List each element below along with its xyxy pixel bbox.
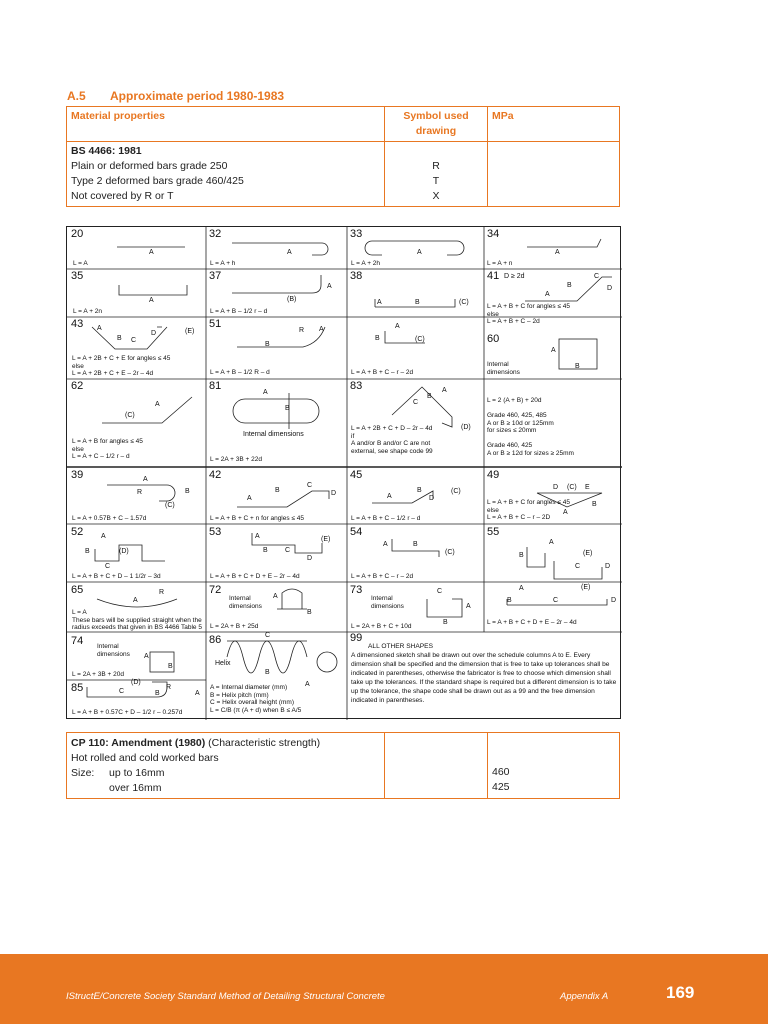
dim-label: (D) — [119, 548, 129, 555]
shape-code: 41 — [487, 270, 500, 282]
dim-label: A — [555, 249, 560, 256]
dim-label: A — [155, 401, 160, 408]
dim-label: A — [143, 476, 148, 483]
dim-label: (C) — [567, 484, 577, 491]
shape-formula: L = A — [73, 260, 88, 267]
dim-label: (D) — [461, 424, 471, 431]
dim-label: C — [413, 399, 419, 406]
material-properties-table — [66, 106, 620, 207]
dim-label: B — [427, 393, 432, 400]
dim-label: A — [149, 249, 154, 256]
dim-label: A — [255, 533, 260, 540]
footer-appendix: Appendix A — [560, 991, 609, 1002]
dim-label: C — [594, 273, 600, 280]
dim-label: A — [319, 326, 324, 333]
shape-code: 39 — [71, 469, 84, 481]
shape-formula: L = 2A + 3B + 20d — [72, 671, 124, 678]
bs4466-cell — [67, 142, 385, 207]
all-other-shapes-text: A dimensioned sketch shall be drawn out over the schedule columns A to E. Every dimension shall be specified and the dimension that is free to take up tolerances shall be indicated in parentheses, otherwise the fabricator is free to choose which dimension shall take up the tolerances. If the standard shape is required but a different dimension is to take up the tolerance, the shape code shall be drawn out as a 99 and the free dimension indicated in parentheses. — [351, 652, 617, 704]
symbol-cell — [385, 142, 488, 207]
dim-label: B — [285, 405, 290, 412]
shape-formula: L = A These bars will be supplied straight when the radius exceeds that given in BS 4466 Table 5 — [72, 609, 202, 631]
shape-formula: L = A + 2B + C + E for angles ≤ 45 else L = A + 2B + C + E – 2r – 4d — [72, 355, 171, 377]
dim-label: B — [443, 619, 448, 626]
dim-label: A — [195, 690, 200, 697]
dim-label: (C) — [165, 502, 175, 509]
shape-formula: L = A + 0.57B + C – 1.57d — [72, 515, 147, 522]
shape-code: 55 — [487, 526, 500, 538]
shape-formula: L = A + B + C – 1/2 r – d — [351, 515, 421, 522]
shape-formula: L = A + B for angles ≤ 45 else L = A + C – 1/2 r – d — [72, 438, 143, 460]
shape-code: 42 — [209, 469, 222, 481]
shape-code: 53 — [209, 526, 222, 538]
dim-label: A — [417, 249, 422, 256]
dim-label: A — [287, 249, 292, 256]
shape-formula: L = A + B + 0.57C + D – 1/2 r – 0.257d — [72, 709, 183, 716]
shape-code: 52 — [71, 526, 84, 538]
dim-label: (E) — [185, 328, 195, 335]
section-number: A.5 — [67, 89, 86, 103]
dim-label: D — [151, 330, 157, 337]
shape-code: 86 — [209, 634, 222, 646]
dim-label: R — [166, 684, 172, 691]
shape-note: Helix — [215, 660, 231, 667]
shape-code: 73 — [350, 584, 363, 596]
shape-code: 74 — [71, 635, 84, 647]
dim-label: A — [442, 387, 447, 394]
size-label: Size: — [71, 767, 95, 779]
shape-code: 45 — [350, 469, 363, 481]
cp110-line: Hot rolled and cold worked bars — [71, 752, 219, 764]
shape-code: 54 — [350, 526, 363, 538]
dim-label: C — [575, 563, 581, 570]
dim-label: B — [567, 282, 572, 289]
dim-label: (C) — [415, 336, 425, 343]
header-symbol: Symbol used drawing — [385, 107, 488, 142]
shape-code: 49 — [487, 469, 500, 481]
shape-formula: L = 2A + 3B + 22d — [210, 456, 262, 463]
dim-label: A — [97, 325, 102, 332]
shape-code: 34 — [487, 228, 500, 240]
dim-label: (B) — [287, 296, 297, 303]
shape-code: 83 — [350, 380, 363, 392]
dim-label: A — [377, 299, 382, 306]
dim-label: D — [605, 563, 611, 570]
dim-label: C — [437, 588, 443, 595]
dim-label: A — [273, 593, 278, 600]
cp110-table — [66, 732, 620, 799]
dim-label: (C) — [459, 299, 469, 306]
dim-label: B — [592, 501, 597, 508]
dim-label: C — [553, 597, 559, 604]
dim-label: C — [265, 632, 271, 639]
shape-code: 72 — [209, 584, 222, 596]
shape-formula: L = A + B + C – r – 2d — [351, 573, 414, 580]
dim-label: B — [185, 488, 190, 495]
dim-label: C — [307, 482, 313, 489]
size-2: over 16mm — [109, 782, 162, 794]
all-other-shapes-title: ALL OTHER SHAPES — [368, 643, 433, 650]
dim-label: B — [265, 341, 270, 348]
dim-label: C — [119, 688, 125, 695]
dim-label: A — [466, 603, 471, 610]
dim-label: D — [331, 490, 337, 497]
shape-code: 35 — [71, 270, 84, 282]
header-mpa: MPa — [488, 107, 620, 142]
shape-formula: L = 2A + B + C + 10d — [351, 623, 412, 630]
page-number: 169 — [666, 983, 695, 1002]
row-symbol: X — [432, 190, 440, 202]
dim-label: B — [168, 663, 173, 670]
shape-code: 43 — [71, 318, 84, 330]
dim-label: B — [375, 335, 380, 342]
dim-label: C — [105, 563, 111, 570]
dim-label: B — [575, 363, 580, 370]
dim-label: E — [585, 484, 590, 491]
dim-label: B — [507, 597, 512, 604]
dim-label: B — [265, 669, 270, 676]
dim-label: (C) — [451, 488, 461, 495]
dim-label: A — [383, 541, 388, 548]
shape-note: Internal dimensions — [97, 643, 130, 658]
shape-formula: L = A + B – 1/2 R – d — [210, 369, 270, 376]
shape-code: 51 — [209, 318, 222, 330]
shape-code: 62 — [71, 380, 84, 392]
row-symbol: R — [432, 160, 440, 172]
dim-label: B — [415, 299, 420, 306]
row-label: Plain or deformed bars grade 250 — [71, 160, 228, 172]
dim-label: (C) — [125, 412, 135, 419]
shape-code: 32 — [209, 228, 222, 240]
shape-formula: L = A + B + C + n for angles ≤ 45 — [210, 515, 305, 522]
mpa-1: 460 — [492, 766, 510, 778]
size-1: up to 16mm — [109, 767, 165, 779]
section-heading: Approximate period 1980-1983 — [110, 89, 285, 103]
shape-formula: L = A + B + C + D – 1 1/2r – 3d — [72, 573, 161, 580]
shape-formula: L = A + n — [487, 260, 513, 267]
dim-label: D — [307, 555, 313, 562]
dim-label: B — [417, 487, 422, 494]
dim-label: A — [549, 539, 554, 546]
dim-label: A — [263, 389, 268, 396]
dim-label: A — [305, 681, 310, 688]
dim-label: R — [159, 589, 165, 596]
dim-label: (D) — [131, 679, 141, 686]
dim-label: B — [263, 547, 268, 554]
dim-label: A — [519, 585, 524, 592]
shape-formula: L = 2 (A + B) + 20d Grade 460, 425, 485 A or B ≥ 10d or 125mm for sizes ≤ 20mm Grade 460, 425 A or B ≥ 12d for sizes ≥ 25mm — [487, 397, 574, 457]
shape-formula: L = A + B + C for angles ≤ 45 else L = A + B + C – 2d — [487, 303, 571, 325]
shape-formula: L = A + 2h — [351, 260, 381, 267]
dim-label: B — [413, 541, 418, 548]
shape-note: Internal dimensions — [229, 595, 262, 610]
shape-code: 99 — [350, 632, 363, 644]
dim-label: A — [133, 597, 138, 604]
mpa-2: 425 — [492, 781, 510, 793]
shape-formula: L = A + B + C – r – 2d — [351, 369, 414, 376]
dim-label: A — [327, 283, 332, 290]
header-material-properties: Material properties — [67, 107, 385, 142]
dim-label: B — [85, 548, 90, 555]
shape-formula: L = A + h — [210, 260, 236, 267]
mpa-cell — [488, 142, 620, 207]
dim-label: A — [149, 297, 154, 304]
dim-label: D — [553, 484, 559, 491]
dim-label: (C) — [445, 549, 455, 556]
dim-label: B — [155, 690, 160, 697]
cp110-symbol-cell — [385, 733, 488, 799]
dim-label: D — [429, 495, 435, 502]
shape-formula: L = A + 2n — [73, 308, 103, 315]
dim-label: B — [275, 487, 280, 494]
cp110-title: CP 110: Amendment (1980) — [71, 737, 206, 749]
dim-label: D — [611, 597, 617, 604]
section-title — [67, 89, 284, 103]
page-footer — [0, 954, 768, 1024]
shape-code: 81 — [209, 380, 222, 392]
dim-label: D — [607, 285, 613, 292]
cp110-subtitle: (Characteristic strength) — [208, 737, 321, 749]
dim-label: (E) — [321, 536, 331, 543]
dim-label: A — [101, 533, 106, 540]
shape-code: 38 — [350, 270, 363, 282]
row-label: Type 2 deformed bars grade 460/425 — [71, 175, 244, 187]
shape-formula: Internal dimensions — [487, 361, 520, 376]
shape-formula: L = 2A + B + 25d — [210, 623, 259, 630]
shape-note: D ≥ 2d — [504, 273, 525, 280]
dim-label: (E) — [581, 584, 591, 591]
standard-name: BS 4466: 1981 — [71, 145, 142, 157]
dim-label: B — [519, 552, 524, 559]
shape-formula: L = A + B – 1/2 r – d — [210, 308, 268, 315]
shape-formula: L = A + B + C + D + E – 2r – 4d — [487, 619, 577, 626]
shape-code: 37 — [209, 270, 222, 282]
dim-label: C — [131, 337, 137, 344]
dim-label: (E) — [583, 550, 593, 557]
dim-label: A — [563, 509, 568, 516]
dim-label: A — [395, 323, 400, 330]
shape-code-table — [66, 226, 621, 719]
shape-formula: A = Internal diameter (mm) B = Helix pitch (mm) C = Helix overall height (mm) L = C/B (π (A + d) when B ≤ A/5 — [210, 684, 302, 714]
cp110-cell — [67, 733, 385, 799]
shape-note: Internal dimensions — [371, 595, 404, 610]
dim-label: A — [247, 495, 252, 502]
dim-label: R — [137, 489, 143, 496]
dim-label: C — [285, 547, 291, 554]
dim-label: R — [299, 327, 305, 334]
row-label: Not covered by R or T — [71, 190, 174, 202]
dim-label: A — [387, 493, 392, 500]
shape-code: 33 — [350, 228, 363, 240]
shape-code: 60 — [487, 333, 500, 345]
footer-title: IStructE/Concrete Society Standard Method of Detailing Structural Concrete — [66, 991, 385, 1002]
row-symbol: T — [432, 175, 440, 187]
shape-note: Internal dimensions — [243, 431, 304, 438]
shape-formula: L = A + 2B + C + D – 2r – 4d if A and/or B and/or C are not external, see shape code 99 — [351, 425, 433, 455]
shape-code: 20 — [71, 228, 84, 240]
dim-label: A — [551, 347, 556, 354]
shape-formula: L = A + B + C for angles ≤ 45 else L = A + B + C – r – 2D — [487, 499, 571, 521]
dim-label: A — [144, 653, 149, 660]
dim-label: B — [307, 609, 312, 616]
shape-code: 85 — [71, 682, 84, 694]
cp110-mpa-cell — [488, 733, 620, 799]
dim-label: B — [117, 335, 122, 342]
shape-formula: L = A + B + C + D + E – 2r – 4d — [210, 573, 300, 580]
dim-label: A — [545, 291, 550, 298]
shape-code: 65 — [71, 584, 84, 596]
